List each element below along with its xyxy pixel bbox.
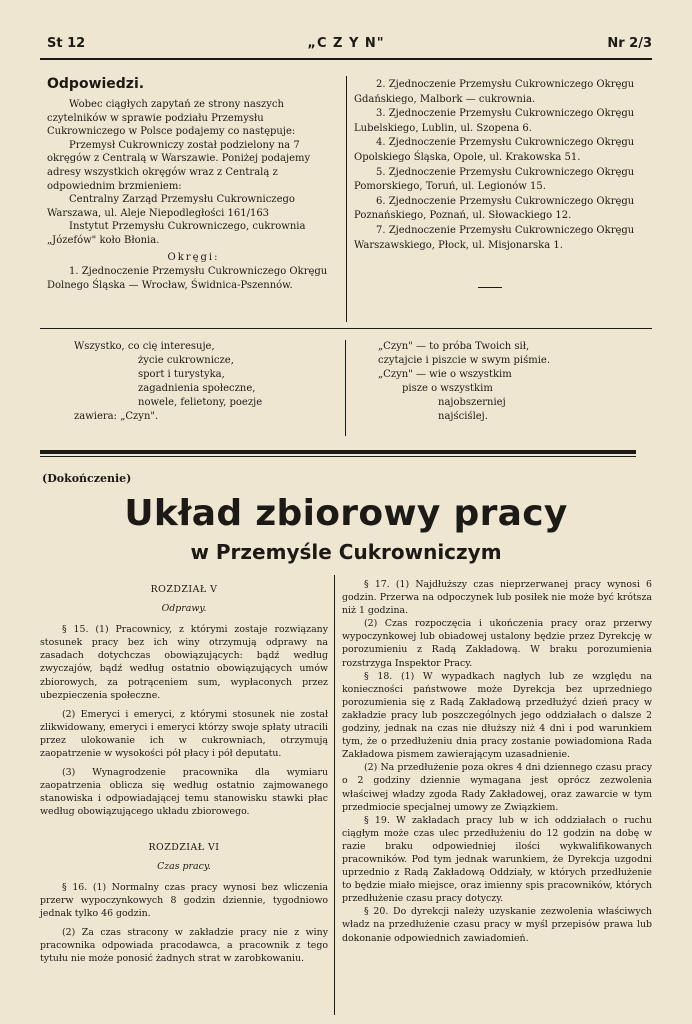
answers-right-column	[354, 78, 650, 253]
ad-line: najobszerniej	[438, 397, 506, 408]
ad-left	[74, 340, 334, 424]
continued-label: (Dokończenie)	[42, 472, 132, 485]
masthead: „C Z Y N"	[307, 36, 385, 51]
article-top-rule-thin	[40, 456, 636, 457]
district-item: 5. Zjednoczenie Przemysłu Cukrowniczego Okręgu Pomorskiego, Toruń, ul. Legionów 15.	[354, 166, 635, 193]
ad-divider	[345, 340, 346, 436]
ad-line: Wszystko, co cię interesuje,	[74, 341, 215, 352]
article-paragraph: (2) Czas rozpoczęcia i ukończenia pracy oraz przerwy wypoczynkowej lub obiadowej ustalony będzie przez Dyrekcję w porozumieniu z Radą Zakładową. W braku porozumienia rozstrzyga Inspektor Pracy.	[342, 618, 652, 669]
article-left-column	[40, 575, 328, 965]
district-item: 7. Zjednoczenie Przemysłu Cukrowniczego Okręgu Warszawskiego, Płock, ul. Misjonarska 1.	[354, 224, 635, 251]
district-item: 2. Zjednoczenie Przemysłu Cukrowniczego Okręgu Gdańskiego, Malbork — cukrownia.	[354, 79, 635, 105]
answers-paragraph: Wobec ciągłych zapytań ze strony naszych czytelników w sprawie podziału Przemysłu Cukrowniczego w Polsce podajemy co następuje:	[47, 99, 296, 138]
article-title: Układ zbiorowy pracy	[124, 493, 568, 534]
article-paragraph: (3) Wynagrodzenie pracownika dla wymiaru zaopatrzenia oblicza się według ostatnio zajmowanego stanowiska i odpowiadającej temu stanowisku stawki płac według obowiązującego układu zbiorowego.	[40, 767, 328, 818]
article-paragraph: § 18. (1) W wypadkach nagłych lub ze względu na konieczności państwowe może Dyrekcja bez uprzedniego porozumienia się z Radą Zakładową przedłużyć dzień pracy w zakładzie pracy lub poszczególnych jego oddziałach o dalsze 2 godziny, jednak na czas nie dłuższy niż 4 dni i pod warunkiem tym, że o przedłużeniu dnia pracy zostanie powiadomiona Rada Zakładowa pismem zawierającym uzasadnienie.	[342, 670, 652, 761]
article-paragraph: § 20. Do dyrekcji należy uzyskanie zezwolenia właściwych władz na przedłużenie czasu pracy w myśl przepisów prawa lub dokonanie odpowiednich zawiadomień.	[342, 906, 652, 944]
article-paragraph: § 17. (1) Najdłuższy czas nieprzerwanej pracy wynosi 6 godzin. Przerwa na odpoczynek lub posiłek nie może być krótsza niż 1 godzina.	[342, 579, 652, 617]
district-item: 3. Zjednoczenie Przemysłu Cukrowniczego Okręgu Lubelskiego, Lublin, ul. Szopena 6.	[354, 108, 635, 134]
ad-line: nowele, felietony, poezje	[138, 397, 263, 408]
ad-line: pisze o wszystkim	[402, 383, 493, 394]
districts-label: Okręgi:	[167, 251, 220, 263]
article-paragraph: § 19. W zakładach pracy lub w ich oddziałach o ruchu ciągłym może czas ulec przedłużeniu do 12 godzin na dobę w razie braku odpowiedniej ilości wykwalifikowanych pracowników. Pod tym jednak warunkiem, że Dyrekcja uzgodni uprzednio z Radą Zakładową Oddziały, w których przedłużenie to będzie miało miejsce, oraz imienny spis pracowników, których przedłużenie czasu pracy dotyczy.	[342, 814, 652, 905]
article-paragraph: (2) Za czas stracony w zakładzie pracy nie z winy pracownika odpowiada pracodawca, a pracownik z tego tytułu nie może ponosić żadnych strat w zarobkowaniu.	[40, 926, 328, 965]
article-right-column	[342, 578, 652, 945]
answers-paragraph: Instytut Przemysłu Cukrowniczego, cukrownia „Józefów" koło Błonia.	[47, 221, 306, 246]
chapter-heading: ROZDZIAŁ VI	[148, 841, 220, 853]
article-paragraph: § 16. (1) Normalny czas pracy wynosi bez wliczenia przerw wypoczynkowych 8 godzin dziennie, tygodniowo jednak tylko 46 godzin.	[40, 881, 328, 919]
answers-left-column	[47, 98, 340, 292]
ad-line: sport i turystyka,	[138, 369, 225, 380]
article-paragraph: (2) Na przedłużenie poza okres 4 dni dziennego czasu pracy o 2 godziny dziennie wymagana jest oprócz zezwolenia właściwej władzy zgoda Rady Zakładowej, oraz zawarcie w tym przedmiocie specjalnej umowy ze Związkiem.	[342, 762, 652, 813]
district-item: 6. Zjednoczenie Przemysłu Cukrowniczego Okręgu Poznańskiego, Poznań, ul. Słowackiego 12.	[354, 195, 635, 222]
answers-paragraph: Przemysł Cukrowniczy został podzielony na 7 okręgów z Centralą w Warszawie. Poniżej podajemy adresy wszystkich okręgów wraz z Centralą z odpowiednim brzmieniem:	[47, 139, 311, 192]
district-item: 4. Zjednoczenie Przemysłu Cukrowniczego Okręgu Opolskiego Śląska, Opole, ul. Krakowska 51.	[354, 137, 635, 163]
ad-line: zawiera: „Czyn".	[74, 411, 159, 422]
ad-line: najściślej.	[438, 411, 488, 422]
page-number: St 12	[47, 36, 86, 51]
ad-line: „Czyn" — wie o wszystkim	[378, 369, 512, 380]
ad-line: czytajcie i piszcie w swym piśmie.	[378, 355, 551, 366]
ad-top-rule	[40, 328, 652, 329]
end-ornament	[478, 287, 502, 288]
answers-paragraph: Centralny Zarząd Przemysłu Cukrowniczego Warszawa, ul. Aleje Niepodległości 161/163	[47, 194, 295, 219]
article-top-rule	[40, 450, 636, 454]
chapter-subheading: Odprawy.	[161, 603, 207, 615]
column-divider	[346, 76, 347, 322]
article-paragraph: (2) Emeryci i emeryci, z którymi stosunek nie został zlikwidowany, emeryci i emeryci którzy swoje spłaty utracili przez ulokowanie ich w cukrowniach, otrzymują zaopatrzenie w wysokości pół płacy i pół deputatu.	[40, 708, 328, 760]
ad-line: „Czyn" — to próba Twoich sił,	[378, 341, 530, 352]
article-paragraph: § 15. (1) Pracownicy, z którymi zostaje rozwiązany stosunek pracy bez ich winy otrzymują odprawy na zasadach dotychczas obowiązujących: bądź według zwyczajów, bądź według ostatnio obowiązujących umów zbiorowych, za potrąceniem sum, wypłaconych przez ubezpieczenia społeczne.	[40, 624, 328, 701]
article-column-divider	[334, 575, 335, 1015]
section-title: Odpowiedzi.	[47, 76, 145, 92]
ad-line: życie cukrownicze,	[138, 355, 234, 366]
ad-line: zagadnienia społeczne,	[138, 383, 256, 394]
ad-right	[378, 340, 638, 424]
issue-number: Nr 2/3	[607, 36, 652, 51]
district-item: 1. Zjednoczenie Przemysłu Cukrowniczego Okręgu Dolnego Śląska — Wrocław, Świdnica-Pszennów.	[47, 266, 328, 291]
article-subtitle: w Przemyśle Cukrowniczym	[190, 540, 502, 564]
chapter-subheading: Czas pracy.	[157, 860, 211, 872]
header-rule	[40, 58, 652, 60]
chapter-heading: ROZDZIAŁ V	[150, 584, 218, 595]
